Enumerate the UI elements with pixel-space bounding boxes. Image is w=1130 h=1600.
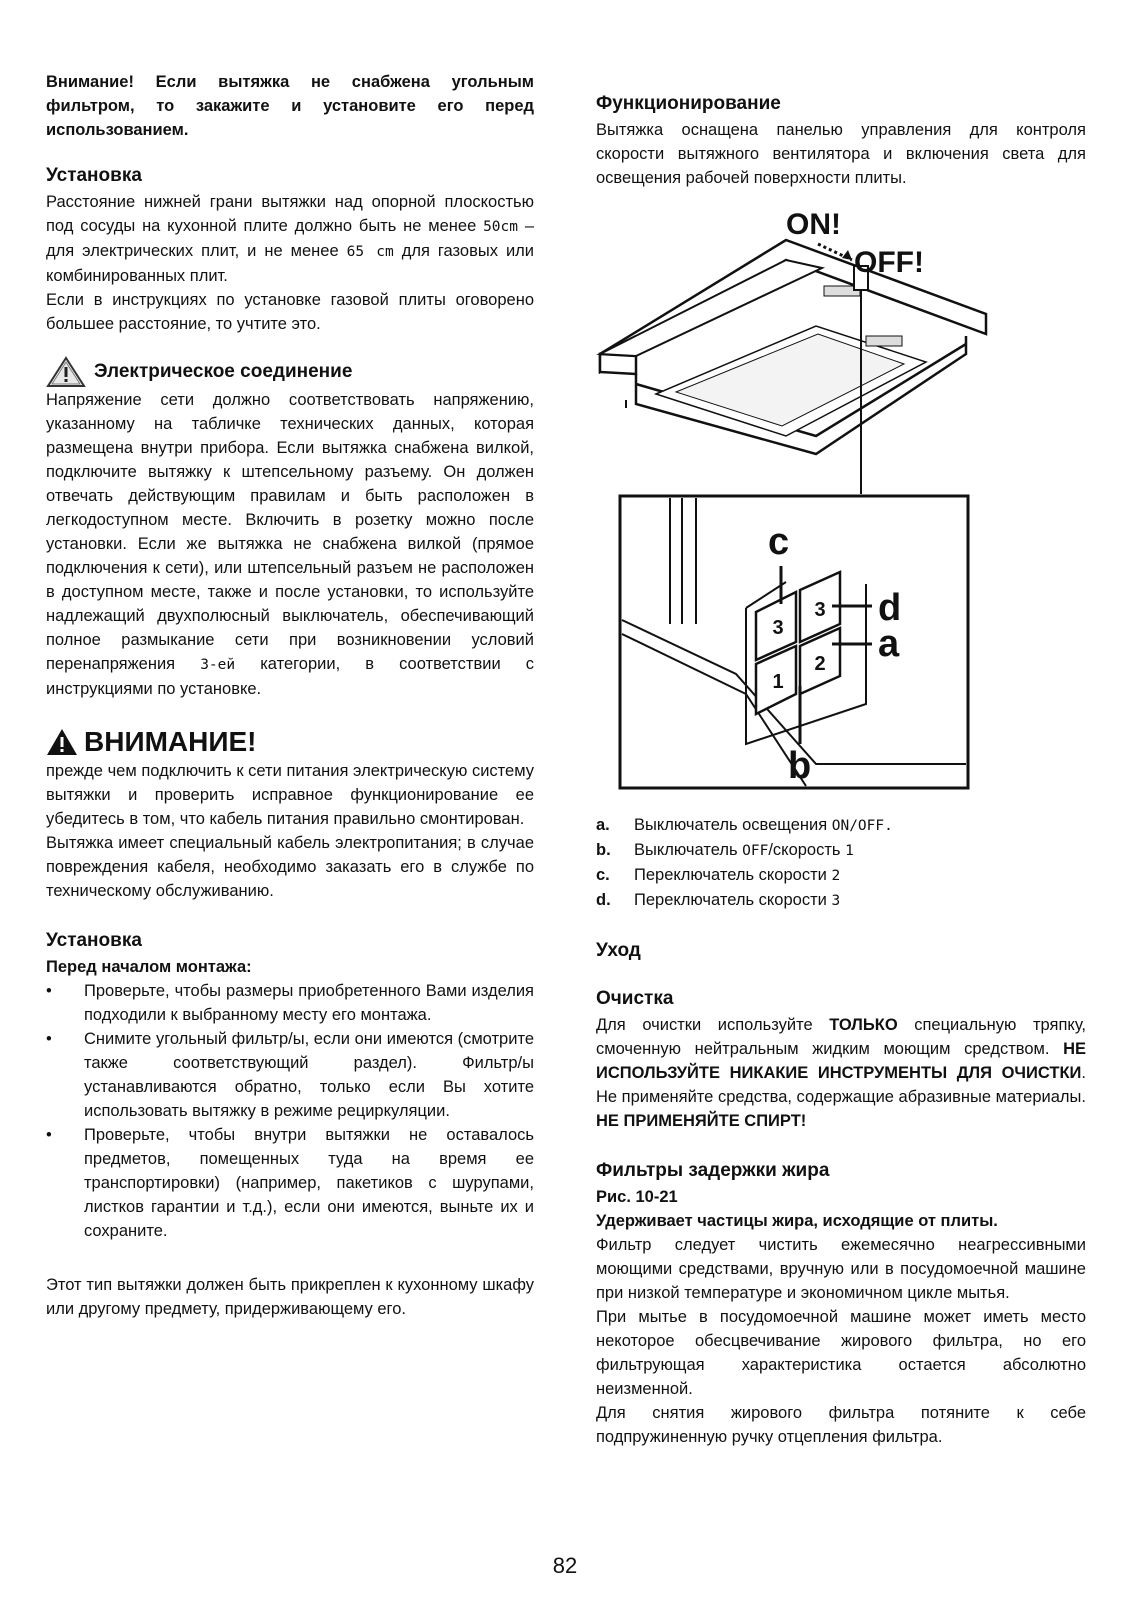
button-number: 3 — [772, 617, 784, 639]
function-text: Вытяжка оснащена панелью управления для контроля скорости вытяжного вентилятора и включения света для освещения рабочей поверхности плиты. — [596, 121, 1086, 187]
cleaning-text: Для очистки используйте ТОЛЬКО специальную тряпку, смоченную нейтральным жидким моющим средством. НЕ ИСПОЛЬЗУЙТЕ НИКАКИЕ ИНСТРУМЕНТЫ ДЛЯ ОЧИСТКИ. Не применяйте средства, содержащие абразивные материалы. НЕ ПРИМЕНЯЙТЕ СПИРТ! — [596, 1016, 1087, 1130]
electrical-text: Напряжение сети должно соответствовать напряжению, указанному на табличке технических данных, которая размещена внутри прибора. Если вытяжка снабжена вилкой, подключите вытяжку к штепсельному разъему. Он должен отвечать действующим правилам и быть расположен в легкодоступном месте. Включить в розетку можно после установки. Если же вытяжка не снабжена вилкой (прямое подключения к сети), или штепсельный разъем не расположен в доступном месте, также и после установки, то используйте надлежащий двухполюсный выключатель, обеспечивающий полное размыкание сети при возникновении условий перенапряжения 3-ей категории, в соответствии с инструкциями по установке. — [46, 391, 534, 698]
page-number: 82 — [552, 1553, 578, 1578]
on-label: ON! — [786, 208, 841, 241]
grease-text-2: При мытье в посудомоечной машине может иметь место некоторое обесцвечивание жирового фильтра, но его фильтрующая характеристика остается абсолютно неизменной. — [596, 1308, 1086, 1398]
install2-title: Установка — [46, 930, 142, 951]
right-column — [596, 70, 1086, 1449]
electrical-title: Электрическое соединение — [94, 361, 353, 382]
list-item: • Проверьте, чтобы размеры приобретенного Вами изделия подходили к выбранному месту его монтажа. — [46, 982, 534, 1024]
grease-text-1: Фильтр следует чистить ежемесячно неагрессивными моющими средствами, вручную или в посудомоечной машине при низкой температуре и экономичном цикле мытья. — [596, 1236, 1086, 1302]
install2-closing: Этот тип вытяжки должен быть прикреплен к кухонному шкафу или другому предмету, придерживающему его. — [46, 1276, 534, 1318]
electrical-heading — [46, 356, 534, 388]
button-number: 1 — [772, 671, 784, 693]
attention-heading — [46, 725, 534, 759]
function-title: Функционирование — [596, 93, 781, 114]
grease-figure-ref: Рис. 10-21 — [596, 1188, 678, 1206]
attention-title: ВНИМАНИЕ! — [84, 726, 257, 757]
control-panel-figure — [596, 204, 996, 794]
callout-d: d — [878, 587, 902, 629]
legend-item: c. Переключатель скорости 2 — [596, 866, 841, 884]
warning-icon — [46, 728, 78, 756]
list-item: • Проверьте, чтобы внутри вытяжки не оставалось предметов, помещенных туда на время ее транспортировки) (например, пакетиков с шурупами, листков гарантии и т.д.), если они имеются, выньте их и сохраните. — [46, 1126, 534, 1240]
grease-subtitle: Удерживает частицы жира, исходящие от плиты. — [596, 1212, 998, 1230]
attention-text-2: Вытяжка имеет специальный кабель электропитания; в случае повреждения кабеля, необходимо заказать его в службе по техническому обслуживанию. — [46, 834, 534, 900]
callout-c: c — [768, 521, 790, 563]
list-item: • Снимите угольный фильтр/ы, если они имеются (смотрите также соответствующий раздел). Фильтр/ы устанавливаются обратно, только если Вы хотите использовать вытяжку в режиме рециркуляции. — [46, 1030, 534, 1120]
legend-item: d. Переключатель скорости 3 — [596, 891, 841, 909]
legend-item: b. Выключатель OFF/скорость 1 — [596, 841, 854, 859]
button-number: 3 — [814, 599, 826, 621]
install-distance-text: Расстояние нижней грани вытяжки над опорной плоскостью под сосуды на кухонной плите должно быть не менее 50cm – для электрических плит, и не менее 65 cm для газовых или комбинированных плит. — [46, 193, 534, 285]
callout-b: b — [788, 745, 812, 787]
button-number: 2 — [814, 653, 826, 675]
legend-item: a. Выключатель освещения ON/OFF. — [596, 816, 893, 834]
off-label: OFF! — [854, 246, 924, 279]
install-title: Установка — [46, 165, 142, 186]
install-gas-note: Если в инструкциях по установке газовой плиты оговорено большее расстояние, то учтите это. — [46, 291, 534, 333]
callout-a: a — [878, 623, 900, 665]
install2-list — [46, 979, 534, 1243]
grease-title: Фильтры задержки жира — [596, 1160, 830, 1181]
grease-text-3: Для снятия жирового фильтра потяните к себе подпружиненную ручку отцепления фильтра. — [596, 1404, 1086, 1446]
legend-list — [596, 813, 1086, 913]
install2-subtitle: Перед началом монтажа: — [46, 958, 252, 976]
intro-warning: Внимание! Если вытяжка не снабжена угольным фильтром, то закажите и установите его перед использованием. — [46, 73, 534, 139]
left-column — [46, 70, 534, 1321]
care-title: Уход — [596, 940, 641, 961]
cleaning-title: Очистка — [596, 988, 674, 1009]
warning-triangle-icon — [46, 356, 86, 388]
attention-text-1: прежде чем подключить к сети питания электрическую систему вытяжки и проверить исправное функционирование ее убедитесь в том, что кабель питания правильно смонтирован. — [46, 762, 534, 828]
